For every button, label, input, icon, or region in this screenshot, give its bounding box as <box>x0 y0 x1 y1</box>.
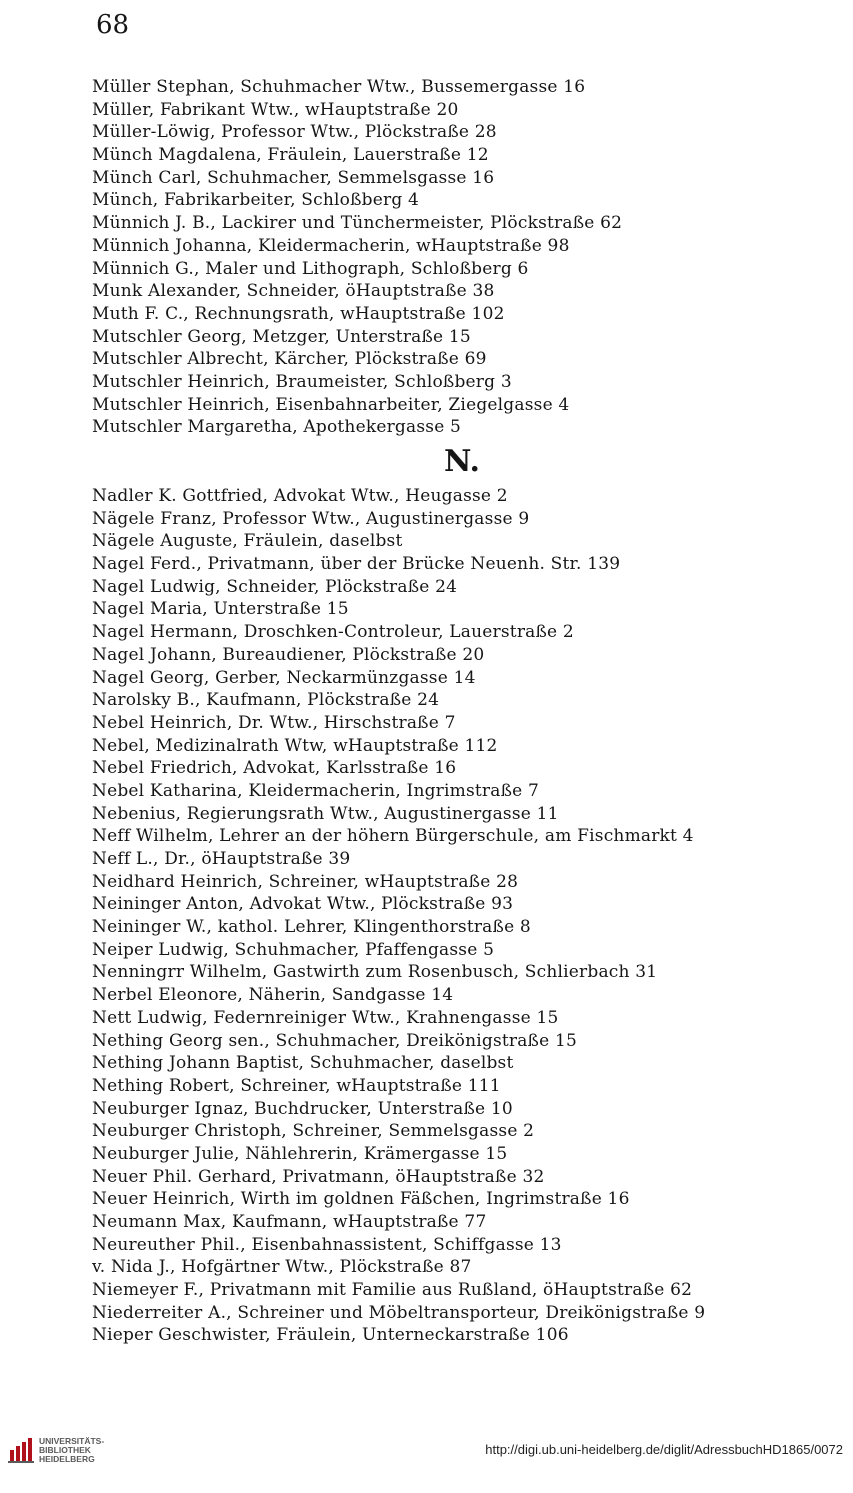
entry-line: Müller Stephan, Schuhmacher Wtw., Bussemergasse 16 <box>92 77 586 97</box>
entry-line: Münnich J. B., Lackirer und Tünchermeister, Plöckstraße 62 <box>92 213 623 234</box>
entry-line: Nadler K. Gottfried, Advokat Wtw., Heugasse 2 <box>92 486 508 506</box>
entry-line: Mutschler Heinrich, Braumeister, Schloßberg 3 <box>92 371 512 392</box>
entry-line: Neuburger Ignaz, Buchdrucker, Unterstraße 10 <box>92 1098 513 1119</box>
entry-line: Nerbel Eleonore, Näherin, Sandgasse 14 <box>92 985 454 1006</box>
entries-section-m <box>92 76 832 439</box>
entry-line: Nagel Ferd., Privatmann, über der Brücke Neuenh. Str. 139 <box>92 554 621 575</box>
library-logo[interactable] <box>8 1433 148 1467</box>
library-logo-text <box>39 1437 104 1464</box>
library-logo-icon <box>8 1437 34 1463</box>
entry-line: Neuburger Christoph, Schreiner, Semmelsgasse 2 <box>92 1121 535 1142</box>
entry-line: Münnich G., Maler und Lithograph, Schloßberg 6 <box>92 258 529 279</box>
entry-line: Mutschler Georg, Metzger, Unterstraße 15 <box>92 326 471 347</box>
entry-line: Nieper Geschwister, Fräulein, Unterneckarstraße 106 <box>92 1325 569 1346</box>
entries-section-n <box>92 485 832 1347</box>
entry-line: Nägele Auguste, Fräulein, daselbst <box>92 531 403 552</box>
entry-line: Mutschler Margaretha, Apothekergasse 5 <box>92 417 462 438</box>
entry-line: Mutschler Albrecht, Kärcher, Plöckstraße 69 <box>92 349 487 370</box>
entry-line: Neff Wilhelm, Lehrer an der höhern Bürgerschule, am Fischmarkt 4 <box>92 826 694 847</box>
entry-line: Nebel Friedrich, Advokat, Karlsstraße 16 <box>92 758 457 779</box>
entry-line: Niemeyer F., Privatmann mit Familie aus Rußland, öHauptstraße 62 <box>92 1280 693 1301</box>
entry-line: Niederreiter A., Schreiner und Möbeltransporteur, Dreikönigstraße 9 <box>92 1302 706 1323</box>
entry-line: Neuburger Julie, Nählehrerin, Krämergasse 15 <box>92 1143 508 1164</box>
entry-line: Münch, Fabrikarbeiter, Schloßberg 4 <box>92 190 420 211</box>
entry-line: Neumann Max, Kaufmann, wHauptstraße 77 <box>92 1212 487 1232</box>
entry-line: Münch Magdalena, Fräulein, Lauerstraße 12 <box>92 145 489 166</box>
entry-line: Nenningrr Wilhelm, Gastwirth zum Rosenbusch, Schlierbach 31 <box>92 962 658 983</box>
entry-line: Nething Johann Baptist, Schuhmacher, daselbst <box>92 1053 514 1074</box>
entry-line: Nägele Franz, Professor Wtw., Augustinergasse 9 <box>92 508 530 529</box>
entry-line: Müller-Löwig, Professor Wtw., Plöckstraße 28 <box>92 122 497 143</box>
footer-bar <box>0 1433 853 1469</box>
entry-line: v. Nida J., Hofgärtner Wtw., Plöckstraße 87 <box>92 1257 472 1278</box>
entry-line: Neidhard Heinrich, Schreiner, wHauptstraße 28 <box>92 871 519 892</box>
entry-line: Nebel, Medizinalrath Wtw, wHauptstraße 112 <box>92 735 498 756</box>
entry-line: Nebel Katharina, Kleidermacherin, Ingrimstraße 7 <box>92 780 540 801</box>
entry-line: Nagel Johann, Bureaudiener, Plöckstraße 20 <box>92 644 485 665</box>
entry-line: Mutschler Heinrich, Eisenbahnarbeiter, Ziegelgasse 4 <box>92 394 570 415</box>
entry-line: Nagel Maria, Unterstraße 15 <box>92 599 349 620</box>
entry-line: Münnich Johanna, Kleidermacherin, wHauptstraße 98 <box>92 235 570 256</box>
entry-line: Müller, Fabrikant Wtw., wHauptstraße 20 <box>92 99 459 120</box>
entry-line: Nething Robert, Schreiner, wHauptstraße 111 <box>92 1075 501 1096</box>
entry-line: Neiper Ludwig, Schuhmacher, Pfaffengasse 5 <box>92 939 495 960</box>
section-heading-n: N. <box>444 444 480 479</box>
entry-line: Nagel Georg, Gerber, Neckarmünzgasse 14 <box>92 667 476 688</box>
entry-line: Neininger Anton, Advokat Wtw., Plöckstraße 93 <box>92 894 514 915</box>
logo-line: HEIDELBERG <box>39 1454 95 1464</box>
entry-line: Nett Ludwig, Federnreiniger Wtw., Krahnengasse 15 <box>92 1007 559 1028</box>
entry-line: Münch Carl, Schuhmacher, Semmelsgasse 16 <box>92 167 495 188</box>
source-url-link[interactable]: http://digi.ub.uni-heidelberg.de/diglit/AdressbuchHD1865/0072 <box>485 1442 843 1457</box>
entry-line: Neuer Phil. Gerhard, Privatmann, öHauptstraße 32 <box>92 1166 545 1187</box>
page-number: 68 <box>96 10 130 40</box>
entry-line: Nebenius, Regierungsrath Wtw., Augustinergasse 11 <box>92 803 559 824</box>
entry-line: Neininger W., kathol. Lehrer, Klingenthorstraße 8 <box>92 917 531 938</box>
entry-line: Neuer Heinrich, Wirth im goldnen Fäßchen, Ingrimstraße 16 <box>92 1189 630 1210</box>
entry-line: Nagel Ludwig, Schneider, Plöckstraße 24 <box>92 576 458 597</box>
entry-line: Muth F. C., Rechnungsrath, wHauptstraße 102 <box>92 303 505 324</box>
entry-line: Munk Alexander, Schneider, öHauptstraße 38 <box>92 281 495 302</box>
entry-line: Neff L., Dr., öHauptstraße 39 <box>92 849 351 869</box>
logo-line: UNIVERSITÄTS- <box>39 1436 105 1446</box>
entry-line: Neureuther Phil., Eisenbahnassistent, Schiffgasse 13 <box>92 1234 562 1255</box>
entry-line: Narolsky B., Kaufmann, Plöckstraße 24 <box>92 690 440 711</box>
directory-entries <box>92 76 832 1347</box>
logo-line: BIBLIOTHEK <box>39 1445 91 1455</box>
entry-line: Nething Georg sen., Schuhmacher, Dreikönigstraße 15 <box>92 1030 578 1051</box>
entry-line: Nebel Heinrich, Dr. Wtw., Hirschstraße 7 <box>92 712 456 733</box>
entry-line: Nagel Hermann, Droschken-Controleur, Lauerstraße 2 <box>92 622 574 643</box>
